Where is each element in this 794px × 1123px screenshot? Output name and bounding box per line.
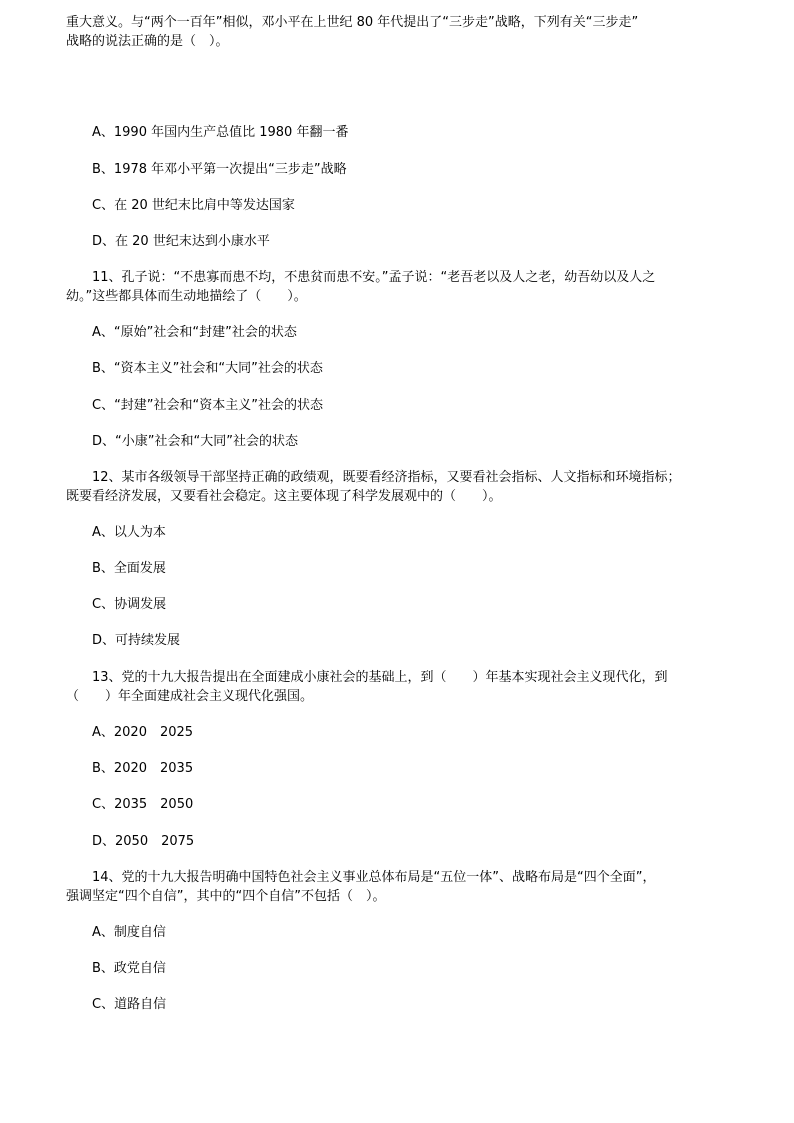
option-d: D、“小康”社会和“大同”社会的状态 [92,434,298,449]
option-a: A、制度自信 [92,925,166,940]
question-stem-line: 14、党的十九大报告明确中国特色社会主义事业总体布局是“五位一体”、战略布局是“四个全面”， [92,870,656,885]
question-stem-line: 战略的说法正确的是（ ）。 [66,34,229,49]
question-stem-line: 11、孔子说：“不患寡而患不均，不患贫而患不安。”孟子说：“老吾老以及人之老，幼吾幼以及人之 [92,270,656,285]
option-c: C、2035 2050 [92,797,194,812]
option-d: D、可持续发展 [92,633,181,648]
option-c: C、道路自信 [92,997,167,1012]
option-c: C、“封建”社会和“资本主义”社会的状态 [92,398,324,413]
option-a: A、2020 2025 [92,725,194,740]
option-c: C、在 20 世纪末比肩中等发达国家 [92,198,295,213]
option-c: C、协调发展 [92,597,167,612]
option-a: A、1990 年国内生产总值比 1980 年翻一番 [92,125,349,140]
question-stem-line: 既要看经济发展，又要看社会稳定。这主要体现了科学发展观中的（ ）。 [66,489,502,504]
question-stem-line: 幼。”这些都具体而生动地描绘了（ ）。 [66,289,307,304]
option-b: B、全面发展 [92,561,166,576]
option-d: D、2050 2075 [92,834,195,849]
option-b: B、“资本主义”社会和“大同”社会的状态 [92,361,323,376]
question-stem-line: 强调坚定“四个自信”，其中的“四个自信”不包括（ ）。 [66,889,386,904]
option-a: A、“原始”社会和“封建”社会的状态 [92,325,297,340]
option-b: B、2020 2035 [92,761,194,776]
option-b: B、1978 年邓小平第一次提出“三步走”战略 [92,162,347,177]
option-d: D、在 20 世纪末达到小康水平 [92,234,270,249]
question-stem-line: 13、党的十九大报告提出在全面建成小康社会的基础上，到（ ）年基本实现社会主义现代化，到 [92,670,668,685]
option-b: B、政党自信 [92,961,166,976]
question-stem-line: 重大意义。与“两个一百年”相似，邓小平在上世纪 80 年代提出了“三步走”战略，下列有关“三步走” [66,15,639,30]
question-stem-line: 12、某市各级领导干部坚持正确的政绩观，既要看经济指标，又要看社会指标、人文指标和环境指标； [92,470,681,485]
option-a: A、以人为本 [92,525,166,540]
question-stem-line: （ ）年全面建成社会主义现代化强国。 [66,689,314,704]
